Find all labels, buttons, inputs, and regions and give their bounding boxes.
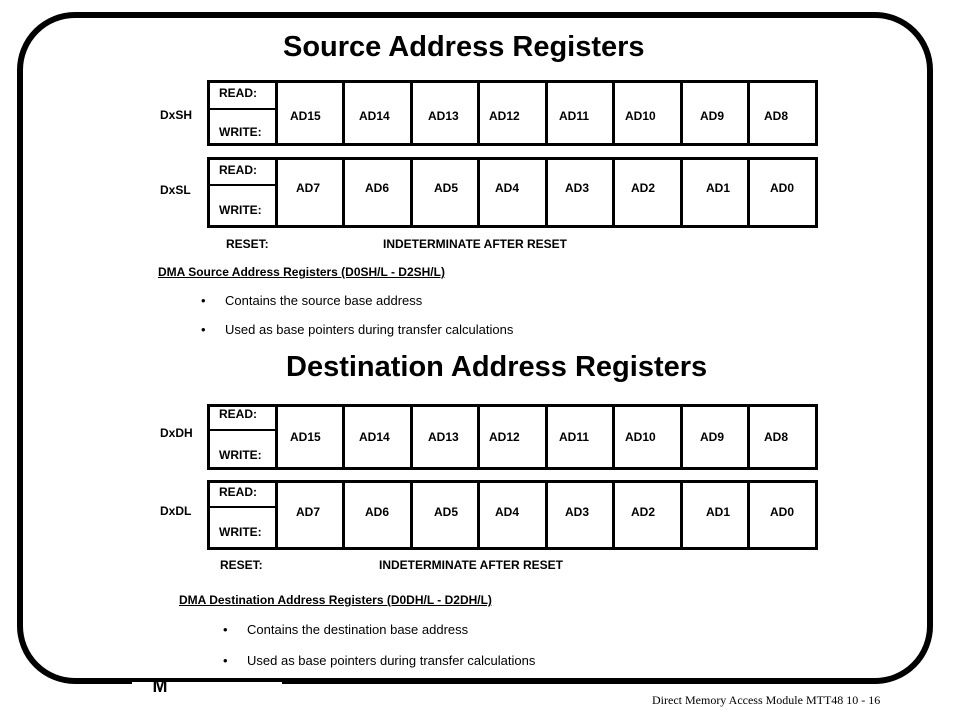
source-high-write: WRITE:	[219, 125, 262, 139]
source-low-bit-label: AD5	[434, 181, 459, 195]
source-low-bit-label: AD0	[770, 181, 795, 195]
destination-low-name: DxDL	[160, 504, 192, 518]
destination-high-bit-label: AD12	[489, 430, 520, 444]
source-title: Source Address Registers	[283, 31, 645, 63]
destination-heading: DMA Destination Address Registers (D0DH/L - D2DH/L)	[179, 593, 492, 607]
source-bullet-1-text: Contains the source base address	[225, 293, 423, 308]
source-bullet-2	[201, 322, 513, 337]
destination-title: Destination Address Registers	[286, 351, 708, 383]
destination-high-read: READ:	[219, 407, 257, 421]
source-heading: DMA Source Address Registers (D0SH/L - D2SH/L)	[158, 265, 445, 279]
destination-reset-label: RESET:	[220, 558, 263, 572]
footer-caption: Direct Memory Access Module MTT48 10 - 16	[652, 693, 881, 707]
destination-bullet-2	[223, 653, 535, 668]
destination-high-bit-label: AD9	[700, 430, 725, 444]
source-low-bit-label: AD1	[706, 181, 731, 195]
source-low-rw-box	[207, 157, 278, 228]
source-high-rw-box	[207, 80, 278, 146]
destination-low-bit-label: AD4	[495, 505, 520, 519]
destination-low-bit-label: AD5	[434, 505, 459, 519]
source-low-bit-label: AD3	[565, 181, 590, 195]
source-high-bit-label: AD13	[428, 109, 459, 123]
source-reset-value: INDETERMINATE AFTER RESET	[383, 237, 568, 251]
source-high-bit-label: AD15	[290, 109, 321, 123]
source-high-bit-label: AD14	[359, 109, 390, 123]
destination-reset-value: INDETERMINATE AFTER RESET	[379, 558, 564, 572]
source-high-bit-label: AD11	[559, 109, 590, 123]
source-reset-label: RESET:	[226, 237, 269, 251]
destination-bullet-2-text: Used as base pointers during transfer calculations	[247, 653, 536, 668]
source-low-bit-label: AD4	[495, 181, 520, 195]
destination-high-write: WRITE:	[219, 448, 262, 462]
destination-high-name: DxDH	[160, 426, 193, 440]
source-bullet-2-text: Used as base pointers during transfer calculations	[225, 322, 514, 337]
destination-low-rw-box	[207, 480, 278, 550]
destination-high-bit-label: AD11	[559, 430, 590, 444]
source-high-bit-label: AD9	[700, 109, 725, 123]
destination-low-bit-label: AD2	[631, 505, 656, 519]
source-high-bit-label: AD10	[625, 109, 656, 123]
destination-low-bit-label: AD3	[565, 505, 590, 519]
destination-low-bit-label: AD7	[296, 505, 321, 519]
source-high-read: READ:	[219, 86, 257, 100]
destination-high-bit-label: AD15	[290, 430, 321, 444]
destination-low-bit-label: AD6	[365, 505, 390, 519]
destination-high-bit-label: AD10	[625, 430, 656, 444]
destination-high-bit-label: AD14	[359, 430, 390, 444]
source-low-bit-label: AD6	[365, 181, 390, 195]
destination-high-rw-box	[207, 404, 278, 470]
bullet-dot: •	[223, 622, 228, 637]
bullet-dot: •	[223, 653, 228, 668]
destination-high-bit-label: AD8	[764, 430, 789, 444]
source-bullet-1	[201, 293, 422, 308]
source-low-write: WRITE:	[219, 203, 262, 217]
source-high-bit-label: AD12	[489, 109, 520, 123]
source-low-read: READ:	[219, 163, 257, 177]
source-high-name: DxSH	[160, 108, 193, 122]
destination-bullet-1-text: Contains the destination base address	[247, 622, 469, 637]
source-low-bit-label: AD7	[296, 181, 321, 195]
destination-low-read: READ:	[219, 485, 257, 499]
destination-high-bit-label: AD13	[428, 430, 459, 444]
destination-low-write: WRITE:	[219, 525, 262, 539]
destination-low-bit-label: AD1	[706, 505, 731, 519]
source-low-name: DxSL	[160, 183, 191, 197]
bullet-dot: •	[201, 293, 206, 308]
destination-low-bit-label: AD0	[770, 505, 795, 519]
source-high-bit-label: AD8	[764, 109, 789, 123]
logo: M	[152, 676, 168, 696]
destination-bullet-1	[223, 622, 468, 637]
source-low-bit-label: AD2	[631, 181, 656, 195]
bullet-dot: •	[201, 322, 206, 337]
